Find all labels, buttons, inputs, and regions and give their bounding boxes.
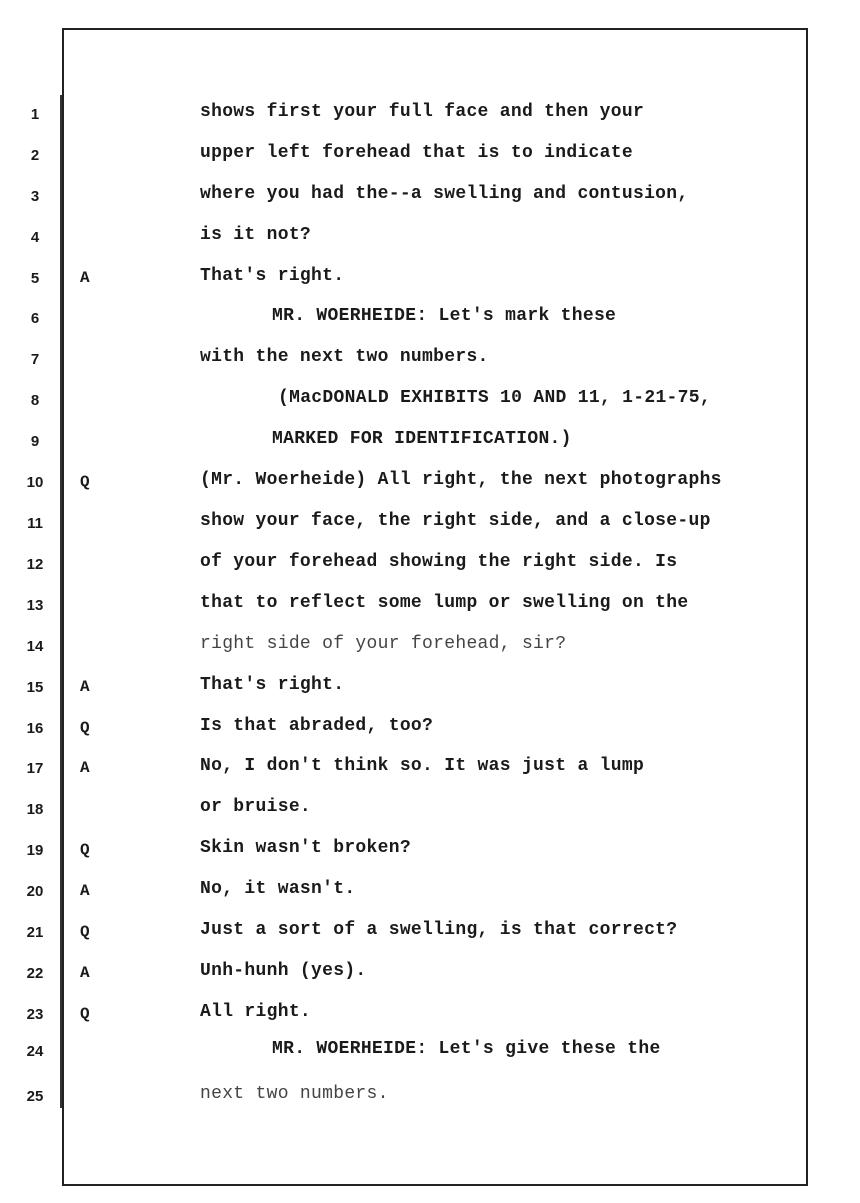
transcript-line [0, 182, 860, 222]
transcript-line [0, 1082, 860, 1122]
line-number: 17 [26, 760, 44, 777]
transcript-line [0, 468, 860, 508]
speaker-label: A [80, 678, 90, 696]
transcript-line [0, 714, 860, 754]
line-text: that to reflect some lump or swelling on the [200, 593, 689, 613]
line-number: 5 [30, 270, 40, 287]
line-number: 9 [30, 433, 40, 450]
line-tick [60, 842, 68, 862]
speaker-label: Q [80, 923, 90, 941]
line-number: 20 [26, 883, 44, 900]
line-number: 4 [30, 229, 40, 246]
line-text: No, it wasn't. [200, 879, 356, 899]
line-tick [60, 310, 68, 330]
line-number: 14 [26, 638, 44, 655]
line-text: Is that abraded, too? [200, 716, 434, 736]
line-text: Just a sort of a swelling, is that correct? [200, 920, 678, 940]
line-number: 23 [26, 1006, 44, 1023]
line-text: shows first your full face and then your [200, 102, 645, 122]
transcript-line [0, 795, 860, 835]
speaker-label: A [80, 964, 90, 982]
line-text: MR. WOERHEIDE: Let's give these the [272, 1039, 661, 1059]
line-text: All right. [200, 1002, 312, 1022]
line-tick [60, 1088, 68, 1108]
line-text: (MacDONALD EXHIBITS 10 AND 11, 1-21-75, [278, 388, 711, 408]
transcript-line [0, 836, 860, 876]
line-tick [60, 351, 68, 371]
line-tick [60, 597, 68, 617]
speaker-label: Q [80, 473, 90, 491]
line-tick [60, 433, 68, 453]
transcript-line [0, 427, 860, 467]
line-text: with the next two numbers. [200, 347, 489, 367]
line-tick [60, 760, 68, 780]
line-number: 18 [26, 801, 44, 818]
line-number: 15 [26, 679, 44, 696]
line-number: 25 [26, 1088, 44, 1105]
speaker-label: Q [80, 719, 90, 737]
speaker-label: Q [80, 1005, 90, 1023]
line-tick [60, 720, 68, 740]
transcript-line [0, 223, 860, 263]
transcript-line [0, 509, 860, 549]
line-number: 24 [26, 1043, 44, 1060]
line-tick [60, 474, 68, 494]
line-text: (Mr. Woerheide) All right, the next photographs [200, 470, 722, 490]
transcript-line [0, 550, 860, 590]
line-text: That's right. [200, 675, 345, 695]
transcript-line [0, 304, 860, 344]
line-number: 13 [26, 597, 44, 614]
line-text: MARKED FOR IDENTIFICATION.) [272, 429, 572, 449]
line-tick [60, 1006, 68, 1026]
line-tick [60, 924, 68, 944]
line-text: or bruise. [200, 797, 312, 817]
line-number: 16 [26, 720, 44, 737]
line-number: 2 [30, 147, 40, 164]
line-tick [60, 679, 68, 699]
transcript-line [0, 632, 860, 672]
line-number: 11 [27, 515, 43, 532]
transcript-line [0, 591, 860, 631]
line-tick [60, 229, 68, 249]
line-tick [60, 638, 68, 658]
speaker-label: A [80, 882, 90, 900]
line-text: next two numbers. [200, 1084, 389, 1104]
line-text: That's right. [200, 266, 345, 286]
transcript-line [0, 918, 860, 958]
transcript-line [0, 345, 860, 385]
transcript-line [0, 386, 860, 426]
line-text: show your face, the right side, and a close-up [200, 511, 711, 531]
speaker-label: A [80, 759, 90, 777]
line-tick [60, 106, 68, 126]
line-text: right side of your forehead, sir? [200, 634, 567, 654]
transcript-line [0, 1037, 860, 1077]
line-number: 6 [30, 310, 40, 327]
line-tick [60, 1043, 68, 1063]
line-tick [60, 965, 68, 985]
transcript-line [0, 100, 860, 140]
line-tick [60, 147, 68, 167]
line-number: 10 [26, 474, 44, 491]
line-number: 3 [30, 188, 40, 205]
line-tick [60, 515, 68, 535]
speaker-label: A [80, 269, 90, 287]
line-number: 21 [26, 924, 44, 941]
line-text: of your forehead showing the right side. Is [200, 552, 678, 572]
line-text: No, I don't think so. It was just a lump [200, 756, 645, 776]
line-number: 12 [26, 556, 44, 573]
transcript-line [0, 754, 860, 794]
line-text: where you had the--a swelling and contusion, [200, 184, 689, 204]
line-tick [60, 883, 68, 903]
line-tick [60, 270, 68, 290]
line-tick [60, 188, 68, 208]
line-number: 7 [30, 351, 40, 368]
line-text: Unh-hunh (yes). [200, 961, 367, 981]
transcript-line [0, 877, 860, 917]
line-tick [60, 556, 68, 576]
transcript-line [0, 264, 860, 304]
line-text: Skin wasn't broken? [200, 838, 411, 858]
line-text: MR. WOERHEIDE: Let's mark these [272, 306, 617, 326]
transcript-line [0, 673, 860, 713]
line-number: 19 [26, 842, 44, 859]
line-tick [60, 801, 68, 821]
line-number: 22 [26, 965, 44, 982]
line-tick [60, 392, 68, 412]
line-number: 8 [30, 392, 40, 409]
line-text: upper left forehead that is to indicate [200, 143, 633, 163]
transcript-line [0, 959, 860, 999]
speaker-label: Q [80, 841, 90, 859]
transcript-line [0, 1000, 860, 1040]
line-number: 1 [30, 106, 40, 123]
transcript-line [0, 141, 860, 181]
line-text: is it not? [200, 225, 312, 245]
